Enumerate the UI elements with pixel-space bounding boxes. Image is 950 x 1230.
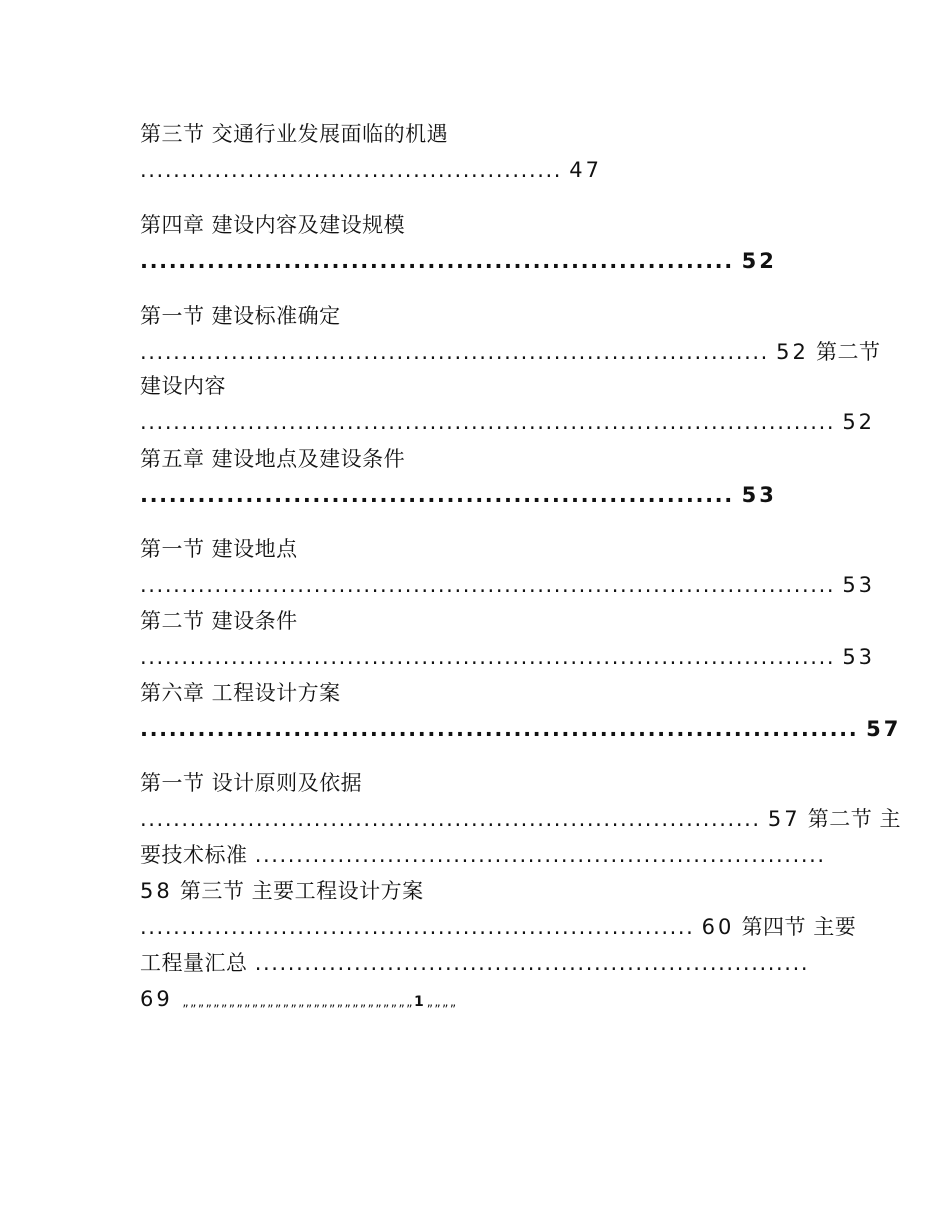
leader-dots: .................................................................................... [140,573,836,597]
toc-leader-line [140,913,856,941]
toc-entry-text: 第五章 建设地点及建设条件 [140,447,406,471]
toc-leader-line [140,481,777,509]
page-number: 52 [776,340,809,364]
toc-section-4-2-title[interactable] [140,372,226,400]
toc-leader-line [140,643,875,671]
toc-leader-line [140,338,881,366]
leader-dots: ........................................................................... [140,717,859,741]
toc-section-4-1-title[interactable] [140,302,341,330]
leader-dots: .............................................................. [140,483,734,507]
footer-marks: „„„„„„„„„„„„„„„„„„„„„„„„„„„„„„ [182,995,414,1009]
toc-leader-line [140,247,777,275]
leader-dots: .............................................................. [140,249,734,273]
page-number: 52 [842,410,876,434]
leader-dots: .................................................................................... [140,410,836,434]
toc-entry-text: 第一节 设计原则及依据 [140,771,363,795]
toc-entry-text: 第三节 交通行业发展面临的机遇 [140,122,449,146]
toc-entry-text: 第二节 [816,340,881,364]
toc-section-6-2-title[interactable] [140,841,826,869]
toc-entry-text: 第一节 建设标准确定 [140,304,341,328]
page-number: 53 [842,573,876,597]
toc-section-3-3-title[interactable] [140,120,448,148]
leader-dots: ..................................................................... [254,843,826,867]
toc-entry-text: 第四章 建设内容及建设规模 [140,213,406,237]
page-number: 53 [842,645,876,669]
toc-entry-text: 第一节 建设地点 [140,537,298,561]
toc-entry-text: 工程量汇总 [140,951,248,975]
toc-leader-line [140,156,602,184]
toc-chapter-4-title[interactable] [140,211,405,239]
toc-section-6-4-title[interactable] [140,949,809,977]
page-number: 47 [569,158,602,182]
toc-section-5-2-title[interactable] [140,607,298,635]
page-number: 52 [741,249,777,273]
toc-leader-line [140,715,901,743]
toc-entry-text: 第三节 主要工程设计方案 [179,879,424,903]
toc-leader-line [140,408,875,436]
page-number: 53 [741,483,777,507]
leader-dots: .................................................................................... [140,645,836,669]
footer-marks: „„„„ [426,995,458,1009]
page-number: 58 [140,879,173,903]
page-number: 57 [866,717,902,741]
page-footer [140,985,458,1016]
leader-dots: ................................................................... [254,951,810,975]
toc-entry-text: 第二节 建设条件 [140,609,298,633]
toc-entry-text: 建设内容 [140,374,226,398]
leader-dots: ............................................................................ [140,340,769,364]
toc-section-6-3-title[interactable] [140,877,424,905]
toc-section-5-1-title[interactable] [140,535,298,563]
toc-entry-text: 要技术标准 [140,843,248,867]
page-number: 69 [140,987,173,1011]
leader-dots: ................................................... [140,158,563,182]
toc-leader-line [140,805,901,833]
toc-chapter-6-title[interactable] [140,679,341,707]
page-number: 57 [767,807,801,831]
toc-entry-text: 第二节 主 [807,807,901,831]
footer-page-number: 1 [413,994,427,1010]
toc-entry-text: 第四节 主要 [741,915,857,939]
toc-section-6-1-title[interactable] [140,769,362,797]
leader-dots: ................................................................... [140,915,695,939]
toc-leader-line [140,571,875,599]
page-number: 60 [701,915,735,939]
toc-entry-text: 第六章 工程设计方案 [140,681,341,705]
leader-dots: ........................................................................... [140,807,761,831]
toc-chapter-5-title[interactable] [140,445,405,473]
